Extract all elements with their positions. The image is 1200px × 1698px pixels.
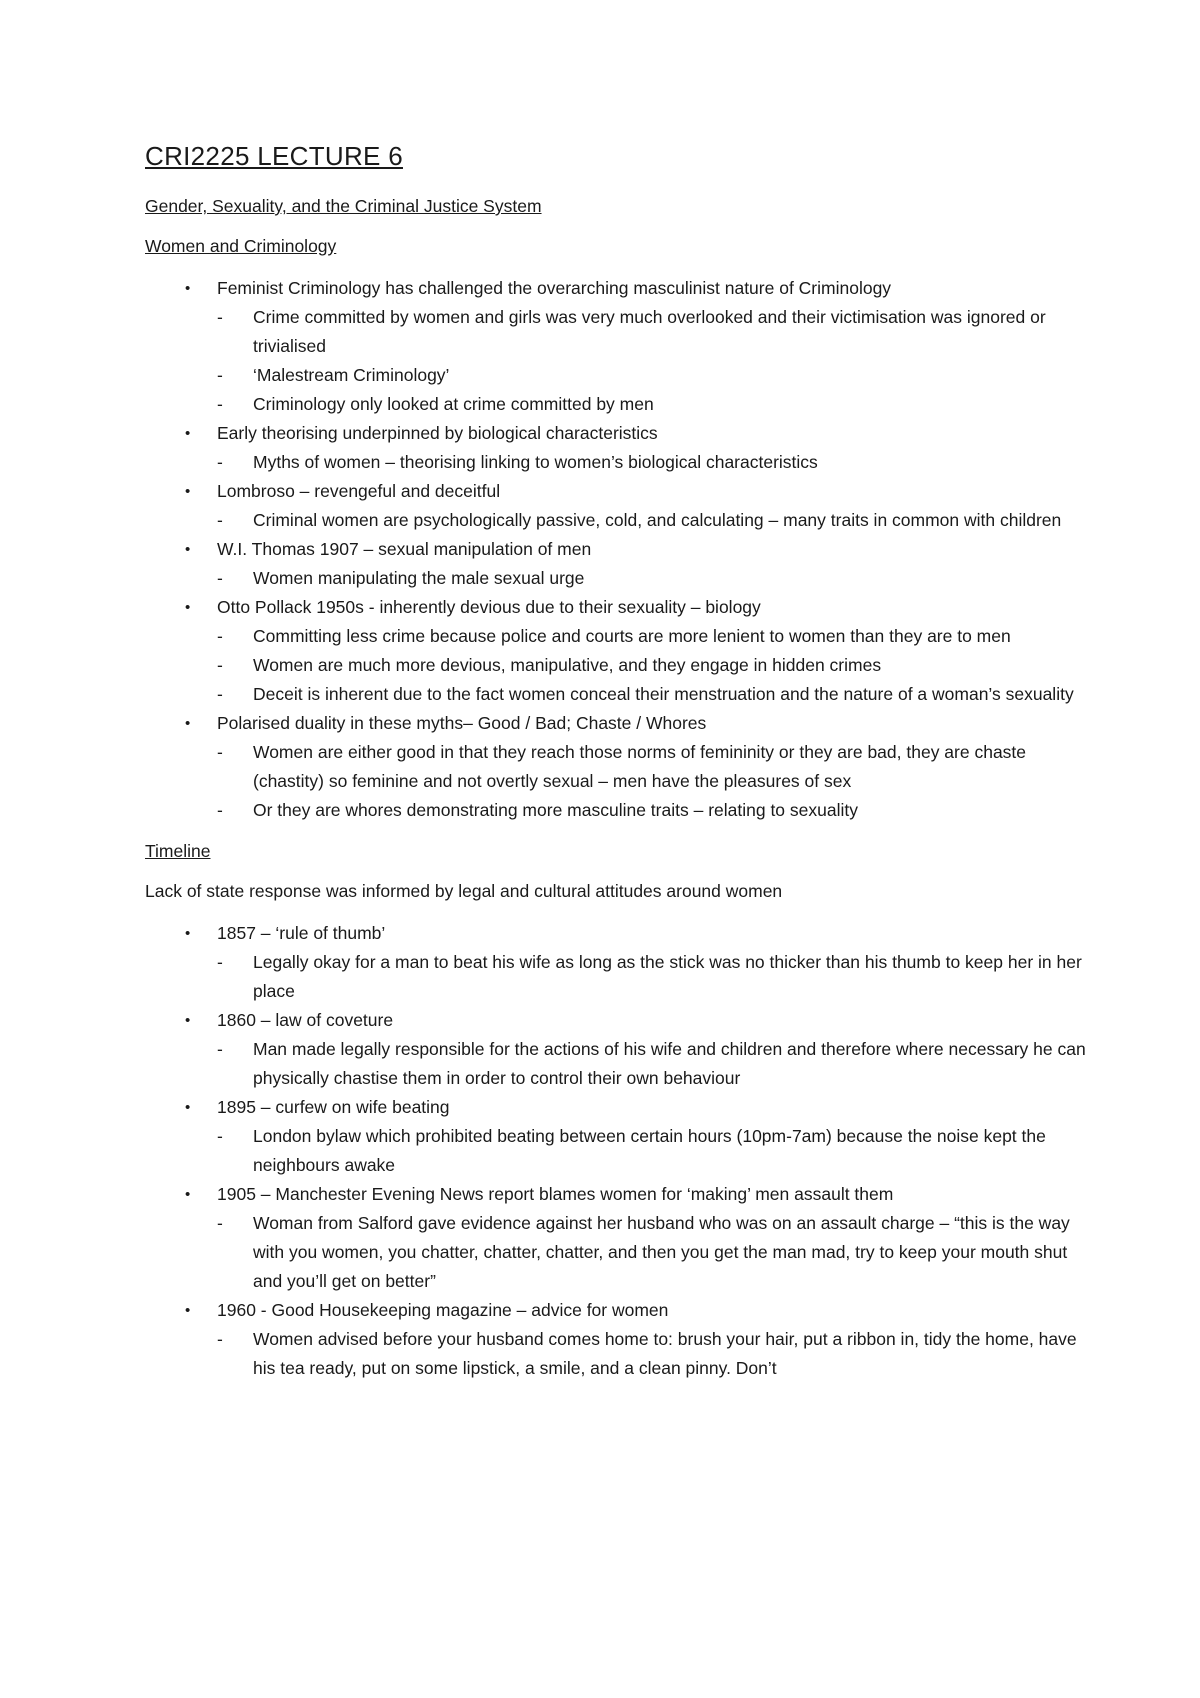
list-item bbox=[145, 1006, 1095, 1093]
section-heading-timeline: Timeline bbox=[145, 841, 211, 861]
sub-list bbox=[217, 622, 1095, 709]
list-item bbox=[145, 419, 1095, 477]
sub-item-text: Criminology only looked at crime committed by men bbox=[253, 394, 654, 414]
bullet-text: Feminist Criminology has challenged the overarching masculinist nature of Criminology bbox=[217, 278, 892, 298]
dash-marker: - bbox=[217, 510, 223, 530]
list-item bbox=[145, 593, 1095, 709]
bullet-list-women-criminology bbox=[145, 274, 1095, 825]
sub-item-text: Women manipulating the male sexual urge bbox=[253, 568, 585, 588]
sub-list-item bbox=[217, 1122, 1095, 1180]
sub-item-text: Legally okay for a man to beat his wife as long as the stick was no thicker than his thumb to keep her in her place bbox=[253, 952, 1082, 1001]
bullet-marker: • bbox=[185, 280, 191, 297]
document-page bbox=[145, 140, 1095, 1397]
sub-list-item bbox=[217, 622, 1095, 651]
list-item bbox=[145, 919, 1095, 1006]
sub-list-item bbox=[217, 948, 1095, 1006]
sub-item-text: Criminal women are psychologically passive, cold, and calculating – many traits in common with children bbox=[253, 510, 1062, 530]
sub-list bbox=[217, 1122, 1095, 1180]
bullet-marker: • bbox=[185, 599, 191, 616]
list-item bbox=[145, 274, 1095, 419]
sub-list-item bbox=[217, 796, 1095, 825]
bullet-text: 1905 – Manchester Evening News report blames women for ‘making’ men assault them bbox=[217, 1184, 894, 1204]
bullet-text: Early theorising underpinned by biological characteristics bbox=[217, 423, 658, 443]
bullet-marker: • bbox=[185, 483, 191, 500]
sub-list bbox=[217, 738, 1095, 825]
bullet-text: 1857 – ‘rule of thumb’ bbox=[217, 923, 386, 943]
bullet-text: Otto Pollack 1950s - inherently devious due to their sexuality – biology bbox=[217, 597, 761, 617]
sub-item-text: Myths of women – theorising linking to women’s biological characteristics bbox=[253, 452, 818, 472]
dash-marker: - bbox=[217, 307, 223, 327]
sub-item-text: Or they are whores demonstrating more masculine traits – relating to sexuality bbox=[253, 800, 858, 820]
sub-list-item bbox=[217, 390, 1095, 419]
section-heading-women-criminology: Women and Criminology bbox=[145, 236, 337, 256]
dash-marker: - bbox=[217, 1213, 223, 1233]
bullet-text: 1860 – law of coveture bbox=[217, 1010, 394, 1030]
bullet-marker: • bbox=[185, 925, 191, 942]
list-item bbox=[145, 709, 1095, 825]
sub-list bbox=[217, 1035, 1095, 1093]
bullet-text: 1895 – curfew on wife beating bbox=[217, 1097, 450, 1117]
bullet-marker: • bbox=[185, 425, 191, 442]
sub-list-item bbox=[217, 1325, 1095, 1383]
sub-list bbox=[217, 303, 1095, 419]
page-title: CRI2225 LECTURE 6 bbox=[145, 141, 403, 171]
dash-marker: - bbox=[217, 1126, 223, 1146]
bullet-marker: • bbox=[185, 715, 191, 732]
bullet-marker: • bbox=[185, 1186, 191, 1203]
dash-marker: - bbox=[217, 394, 223, 414]
dash-marker: - bbox=[217, 452, 223, 472]
sub-list bbox=[217, 448, 1095, 477]
dash-marker: - bbox=[217, 365, 223, 385]
sub-item-text: Crime committed by women and girls was very much overlooked and their victimisation was ignored or trivialised bbox=[253, 307, 1046, 356]
sub-item-text: Man made legally responsible for the actions of his wife and children and therefore where necessary he can physically chastise them in order to control their own behaviour bbox=[253, 1039, 1086, 1088]
dash-marker: - bbox=[217, 952, 223, 972]
sub-list-item bbox=[217, 361, 1095, 390]
sub-list-item bbox=[217, 506, 1095, 535]
bullet-text: Polarised duality in these myths– Good / Bad; Chaste / Whores bbox=[217, 713, 707, 733]
sub-list-item bbox=[217, 448, 1095, 477]
page-subtitle: Gender, Sexuality, and the Criminal Justice System bbox=[145, 196, 542, 216]
dash-marker: - bbox=[217, 626, 223, 646]
sub-item-text: London bylaw which prohibited beating between certain hours (10pm-7am) because the noise kept the neighbours awake bbox=[253, 1126, 1046, 1175]
bullet-text: W.I. Thomas 1907 – sexual manipulation of men bbox=[217, 539, 592, 559]
sub-list bbox=[217, 506, 1095, 535]
bullet-text: Lombroso – revengeful and deceitful bbox=[217, 481, 501, 501]
sub-list-item bbox=[217, 1035, 1095, 1093]
sub-list bbox=[217, 948, 1095, 1006]
dash-marker: - bbox=[217, 1329, 223, 1349]
sub-list-item bbox=[217, 651, 1095, 680]
dash-marker: - bbox=[217, 1039, 223, 1059]
bullet-marker: • bbox=[185, 1099, 191, 1116]
bullet-text: 1960 - Good Housekeeping magazine – advice for women bbox=[217, 1300, 669, 1320]
sub-list bbox=[217, 1209, 1095, 1296]
sub-item-text: Committing less crime because police and courts are more lenient to women than they are to men bbox=[253, 626, 1011, 646]
dash-marker: - bbox=[217, 655, 223, 675]
sub-item-text: Women are either good in that they reach those norms of femininity or they are bad, they are chaste (chastity) so feminine and not overtly sexual – men have the pleasures of sex bbox=[253, 742, 1027, 791]
sub-list-item bbox=[217, 303, 1095, 361]
sub-list-item bbox=[217, 564, 1095, 593]
sub-item-text: Women are much more devious, manipulative, and they engage in hidden crimes bbox=[253, 655, 882, 675]
sub-list bbox=[217, 1325, 1095, 1383]
list-item bbox=[145, 535, 1095, 593]
list-item bbox=[145, 1180, 1095, 1296]
bullet-marker: • bbox=[185, 1012, 191, 1029]
sub-list bbox=[217, 564, 1095, 593]
sub-list-item bbox=[217, 680, 1095, 709]
sub-item-text: ‘Malestream Criminology’ bbox=[253, 365, 450, 385]
dash-marker: - bbox=[217, 742, 223, 762]
dash-marker: - bbox=[217, 800, 223, 820]
bullet-marker: • bbox=[185, 1302, 191, 1319]
sub-item-text: Deceit is inherent due to the fact women conceal their menstruation and the nature of a woman’s sexuality bbox=[253, 684, 1074, 704]
sub-list-item bbox=[217, 1209, 1095, 1296]
sub-item-text: Women advised before your husband comes home to: brush your hair, put a ribbon in, tidy the home, have his tea ready, put on some lipstick, a smile, and a clean pinny. Don’t bbox=[253, 1329, 1077, 1378]
sub-list-item bbox=[217, 738, 1095, 796]
bullet-list-timeline bbox=[145, 919, 1095, 1383]
list-item bbox=[145, 1093, 1095, 1180]
dash-marker: - bbox=[217, 684, 223, 704]
timeline-intro: Lack of state response was informed by legal and cultural attitudes around women bbox=[145, 881, 783, 901]
list-item bbox=[145, 477, 1095, 535]
dash-marker: - bbox=[217, 568, 223, 588]
list-item bbox=[145, 1296, 1095, 1383]
bullet-marker: • bbox=[185, 541, 191, 558]
sub-item-text: Woman from Salford gave evidence against her husband who was on an assault charge – “this is the way with you women, you chatter, chatter, chatter, and then you get the man mad, try to keep your mouth shut and you’ll get on better” bbox=[253, 1213, 1070, 1291]
